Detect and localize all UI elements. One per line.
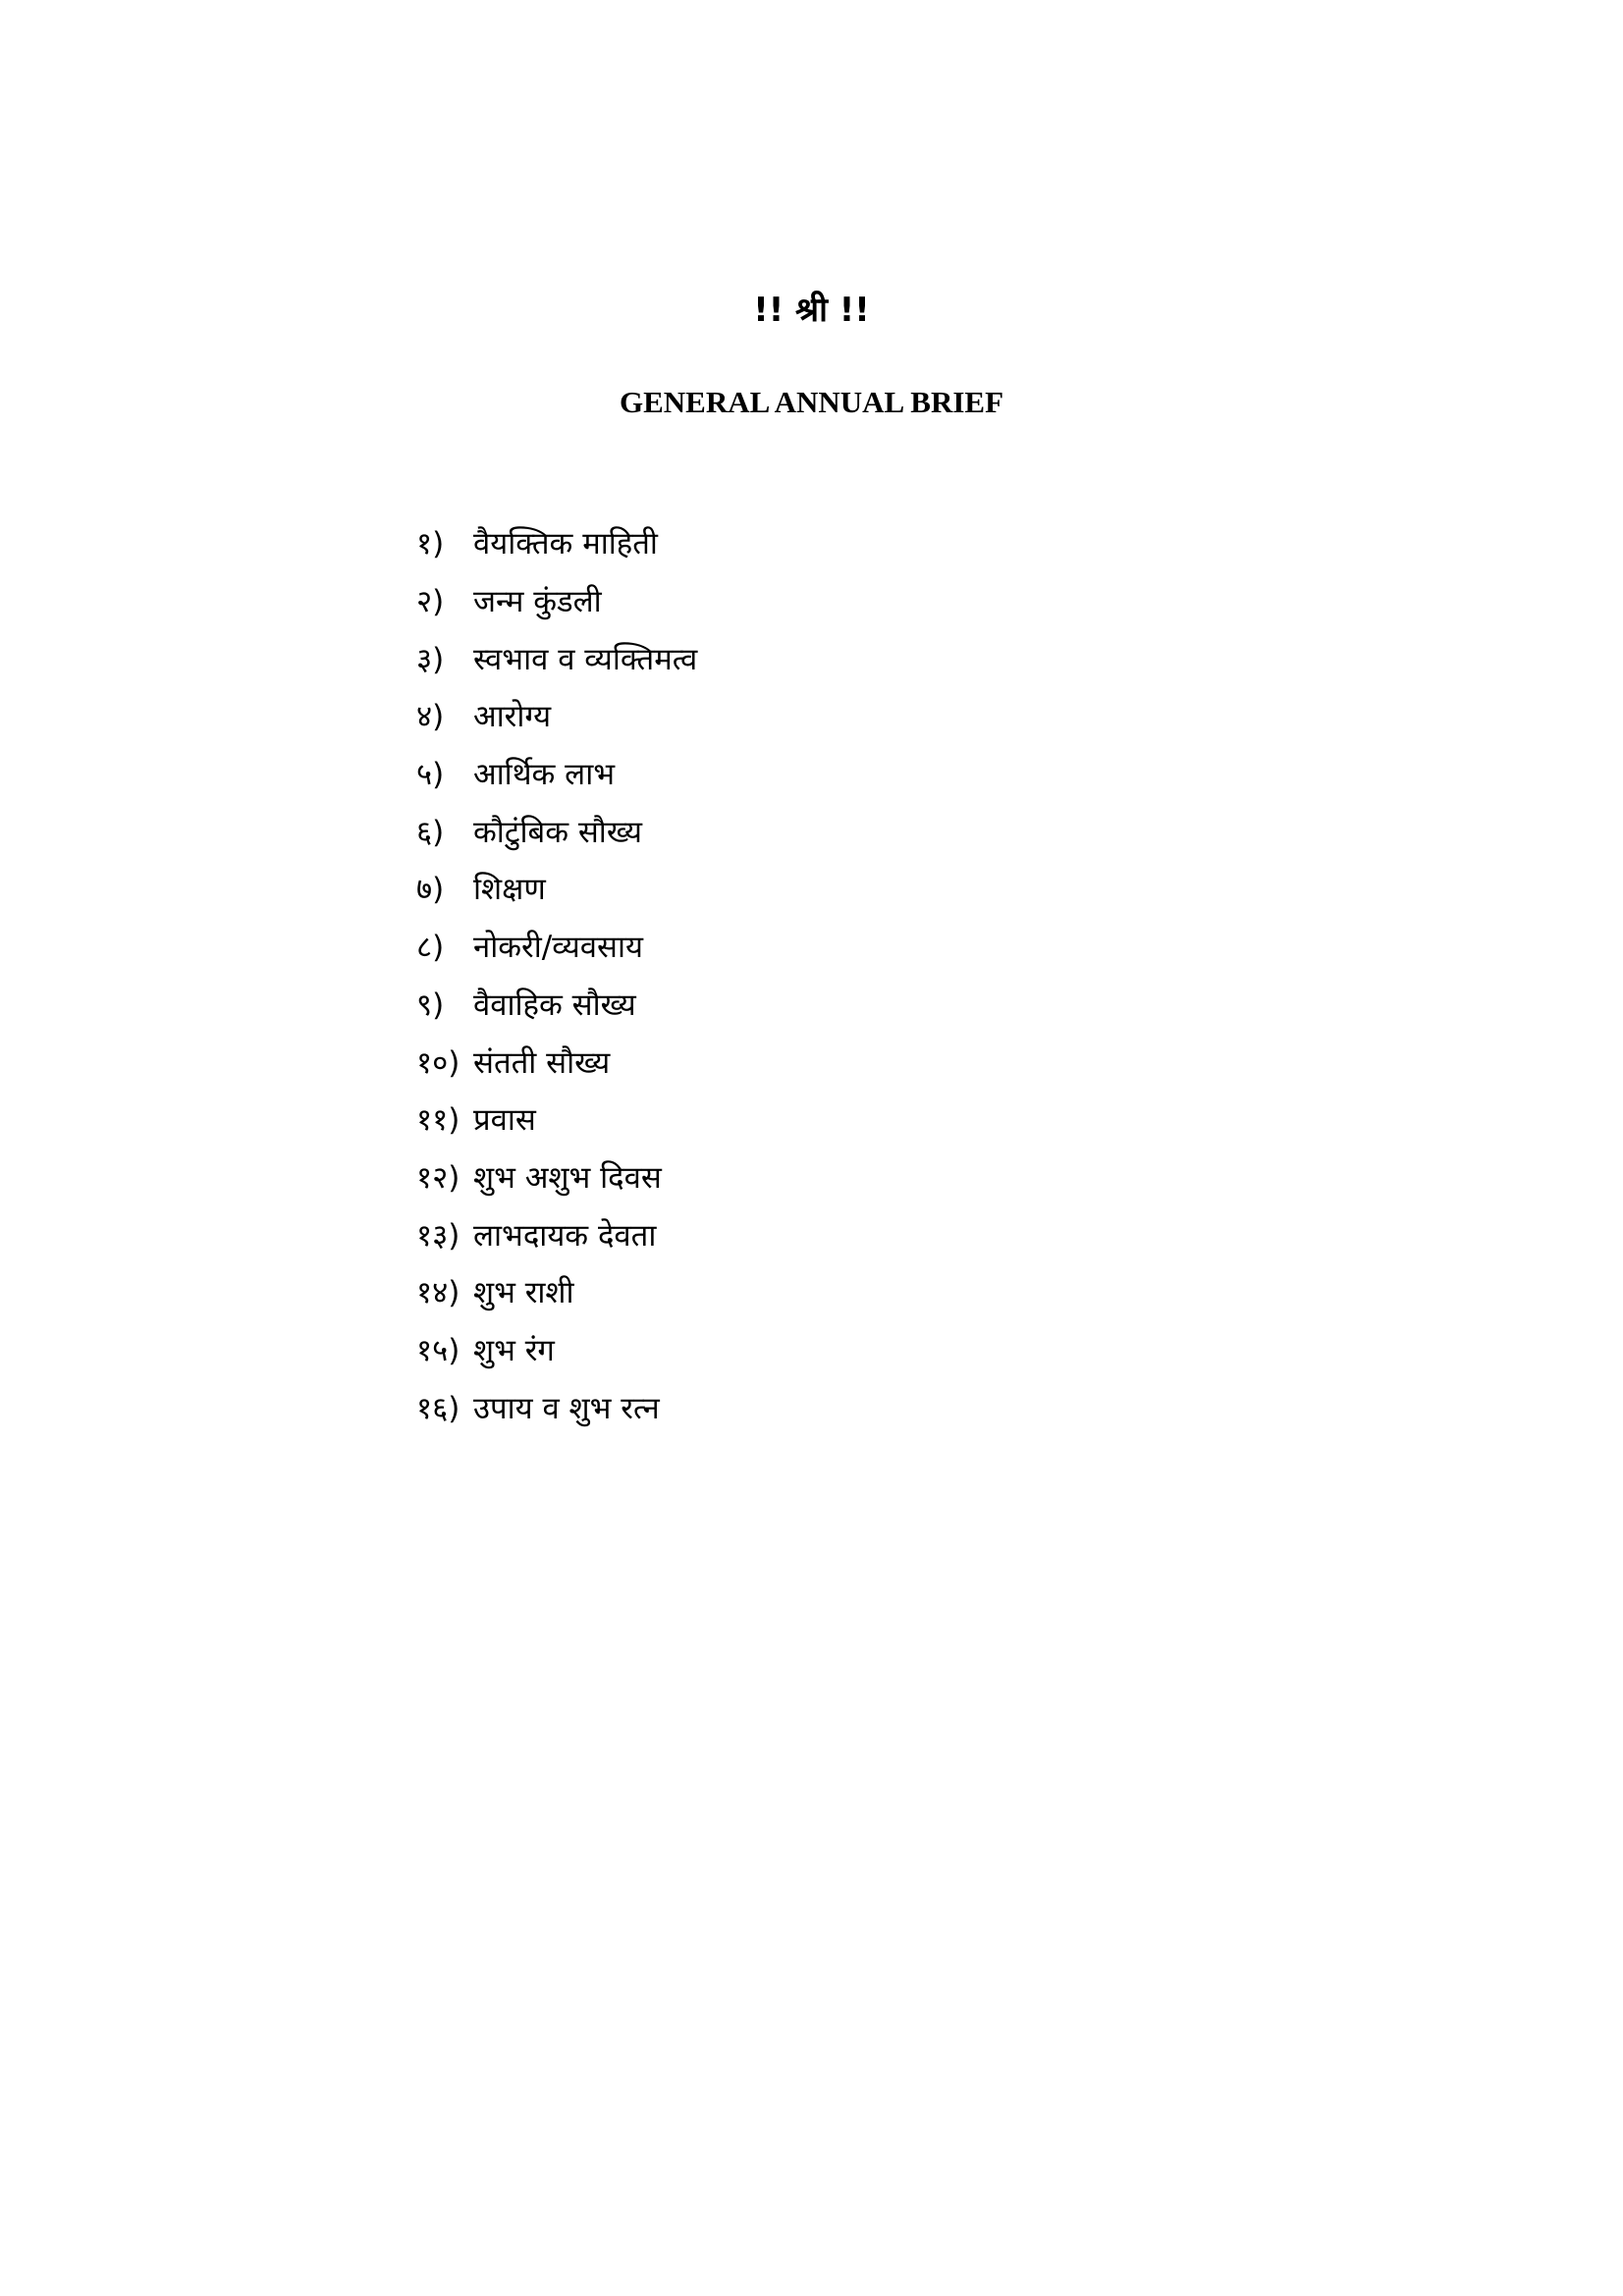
contents-item-number: १३): [416, 1217, 460, 1254]
contents-item: [416, 1263, 697, 1321]
contents-item-label: कौटुंबिक सौख्य: [473, 814, 642, 850]
contents-item: [416, 918, 697, 976]
contents-item-label: शिक्षण: [473, 872, 546, 908]
contents-item-number: ५): [416, 757, 445, 793]
contents-item-number: ३): [416, 641, 445, 677]
contents-item-label: स्वभाव व व्यक्तिमत्व: [473, 641, 698, 677]
contents-item-label: नोकरी/व्यवसाय: [473, 930, 643, 966]
contents-item-number: ४): [416, 699, 445, 735]
contents-item-number: ९): [416, 987, 445, 1023]
contents-item: [416, 976, 697, 1034]
contents-item: [416, 572, 697, 630]
contents-item-label: लाभदायक देवता: [473, 1217, 657, 1254]
contents-item-number: ८): [416, 930, 445, 966]
contents-item-number: १): [416, 526, 445, 562]
contents-item-label: जन्म कुंडली: [473, 584, 602, 620]
contents-item-label: शुभ राशी: [473, 1275, 574, 1311]
contents-item-number: ११): [416, 1102, 460, 1139]
contents-item: [416, 629, 697, 687]
contents-item: [416, 1091, 697, 1148]
contents-item: [416, 687, 697, 745]
contents-item-label: वैयक्तिक माहिती: [473, 526, 658, 562]
contents-item-number: ६): [416, 814, 445, 850]
contents-item-number: १५): [416, 1332, 460, 1368]
contents-item: [416, 860, 697, 918]
contents-item-number: २): [416, 584, 445, 620]
contents-item: [416, 1205, 697, 1263]
contents-item-label: प्रवास: [473, 1102, 536, 1139]
contents-item-number: १४): [416, 1275, 460, 1311]
contents-item-number: १२): [416, 1159, 460, 1196]
invocation-heading: !! श्री !!: [753, 291, 870, 330]
contents-item-number: १०): [416, 1044, 460, 1081]
contents-item: [416, 1033, 697, 1091]
contents-item: [416, 745, 697, 803]
contents-item: [416, 1378, 697, 1436]
document-title: GENERAL ANNUAL BRIEF: [619, 385, 1004, 419]
contents-item: [416, 802, 697, 860]
contents-item-label: संतती सौख्य: [473, 1044, 611, 1081]
contents-list: [416, 514, 697, 1436]
contents-item-label: शुभ रंग: [473, 1332, 555, 1368]
contents-item-label: उपाय व शुभ रत्न: [473, 1390, 660, 1426]
contents-item: [416, 1148, 697, 1206]
contents-item-label: वैवाहिक सौख्य: [473, 987, 636, 1023]
contents-item-label: आरोग्य: [473, 699, 552, 735]
contents-item-number: १६): [416, 1390, 460, 1426]
contents-item-label: आर्थिक लाभ: [473, 757, 616, 793]
contents-item-label: शुभ अशुभ दिवस: [473, 1159, 662, 1196]
contents-item: [416, 1321, 697, 1379]
contents-item-number: ७): [416, 872, 445, 908]
contents-item: [416, 514, 697, 572]
